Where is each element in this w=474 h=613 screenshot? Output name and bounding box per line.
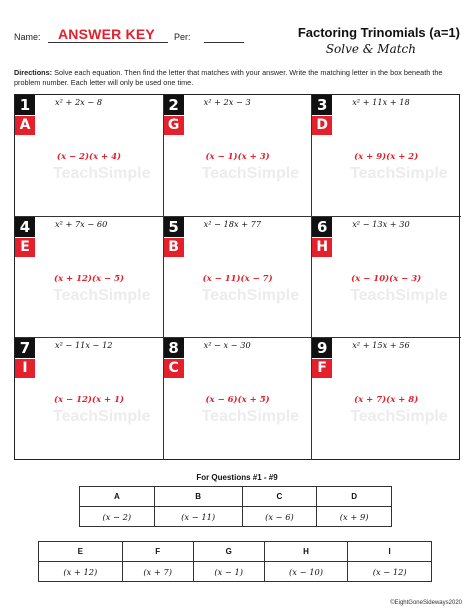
trinomial-expression: x² − 11x − 12 bbox=[55, 340, 113, 351]
key-factor-value: (x − 10) bbox=[264, 562, 348, 582]
trinomial-expression: x² + 11x + 18 bbox=[352, 97, 410, 107]
answer-letter-box[interactable]: I bbox=[15, 359, 35, 378]
factored-answer: (x − 1)(x + 3) bbox=[205, 152, 270, 162]
problem-grid bbox=[14, 94, 460, 460]
answer-letter-box[interactable]: D bbox=[312, 116, 332, 135]
factored-answer: (x + 9)(x + 2) bbox=[354, 152, 419, 162]
problem-cell bbox=[312, 217, 461, 339]
problem-cell bbox=[164, 338, 313, 460]
factored-answer: (x − 12)(x + 1) bbox=[53, 395, 125, 406]
problem-cell bbox=[312, 95, 461, 217]
answer-letter-box[interactable]: G bbox=[164, 116, 184, 135]
key-letter-header: I bbox=[348, 542, 432, 562]
problem-cell bbox=[15, 217, 164, 339]
watermark: TeachSimple bbox=[350, 286, 448, 304]
watermark: TeachSimple bbox=[201, 165, 300, 182]
period-label: Per: bbox=[174, 32, 191, 42]
answer-key-table-2 bbox=[38, 541, 432, 582]
name-label: Name: bbox=[14, 32, 41, 42]
factored-answer: (x + 7)(x + 8) bbox=[354, 395, 419, 406]
worksheet-header bbox=[14, 22, 460, 62]
key-letter-header: H bbox=[264, 542, 348, 562]
watermark: TeachSimple bbox=[53, 408, 151, 426]
watermark: TeachSimple bbox=[201, 408, 300, 426]
trinomial-expression: x² + 2x − 8 bbox=[55, 97, 103, 107]
answer-key-table-1 bbox=[79, 486, 392, 527]
trinomial-expression: x² + 2x − 3 bbox=[203, 97, 251, 107]
directions-text: Solve each equation. Then find the letter that matches with your answer. Write the matching letter in the box beneath the problem number. Each letter will only be used one time. bbox=[14, 68, 443, 87]
key-factor-value: (x − 1) bbox=[193, 562, 264, 582]
factored-answer: (x − 11)(x − 7) bbox=[202, 273, 273, 284]
problem-number: 5 bbox=[164, 217, 184, 237]
problem-cell bbox=[15, 338, 164, 460]
problem-number: 4 bbox=[15, 217, 35, 237]
problem-number: 8 bbox=[164, 338, 184, 358]
directions bbox=[14, 68, 464, 88]
answer-key-label: ANSWER KEY bbox=[58, 26, 155, 42]
name-field[interactable] bbox=[48, 42, 168, 43]
trinomial-expression: x² − 13x + 30 bbox=[352, 218, 410, 229]
worksheet-subtitle: Solve & Match bbox=[325, 42, 416, 56]
key-letter-header: A bbox=[80, 487, 155, 507]
key-factor-value: (x − 12) bbox=[348, 562, 432, 582]
factored-answer: (x − 2)(x + 4) bbox=[56, 152, 122, 162]
key-letter-header: C bbox=[242, 487, 317, 507]
watermark: TeachSimple bbox=[53, 165, 151, 182]
copyright-footer: ©EightGoneSideways2020 bbox=[390, 600, 462, 606]
period-field[interactable] bbox=[204, 42, 244, 43]
answer-letter-box[interactable]: A bbox=[15, 116, 35, 135]
problem-cell bbox=[312, 338, 461, 460]
key-letter-header: E bbox=[39, 542, 123, 562]
problem-number: 3 bbox=[312, 95, 332, 115]
key-factor-value: (x + 9) bbox=[317, 507, 392, 527]
key-factor-value: (x + 12) bbox=[39, 562, 123, 582]
key-factor-value: (x − 2) bbox=[80, 507, 155, 527]
answer-letter-box[interactable]: B bbox=[164, 238, 184, 257]
problem-cell bbox=[15, 95, 164, 217]
key-factor-value: (x + 7) bbox=[122, 562, 193, 582]
trinomial-expression: x² + 7x − 60 bbox=[55, 218, 108, 229]
problem-number: 2 bbox=[164, 95, 184, 115]
watermark: TeachSimple bbox=[201, 286, 300, 304]
problem-number: 6 bbox=[312, 217, 332, 237]
problem-number: 7 bbox=[15, 338, 35, 358]
watermark: TeachSimple bbox=[350, 408, 448, 426]
key-letter-header: F bbox=[122, 542, 193, 562]
key-factor-value: (x − 11) bbox=[154, 507, 242, 527]
problem-cell bbox=[164, 217, 313, 339]
factored-answer: (x − 6)(x + 5) bbox=[205, 395, 270, 406]
key-letter-header: D bbox=[317, 487, 392, 507]
answer-letter-box[interactable]: C bbox=[164, 359, 184, 378]
problem-number: 9 bbox=[312, 338, 332, 358]
answer-letter-box[interactable]: H bbox=[312, 238, 332, 257]
key-letter-header: G bbox=[193, 542, 264, 562]
key-factor-value: (x − 6) bbox=[242, 507, 317, 527]
trinomial-expression: x² − x − 30 bbox=[203, 340, 251, 351]
problem-cell bbox=[164, 95, 313, 217]
for-questions-label: For Questions #1 - #9 bbox=[196, 473, 278, 482]
watermark: TeachSimple bbox=[53, 286, 151, 304]
directions-label: Directions: bbox=[14, 68, 53, 77]
key-letter-header: B bbox=[154, 487, 242, 507]
trinomial-expression: x² − 18x + 77 bbox=[203, 218, 262, 229]
answer-letter-box[interactable]: E bbox=[15, 238, 35, 257]
factored-answer: (x − 10)(x − 3) bbox=[351, 273, 422, 284]
factored-answer: (x + 12)(x − 5) bbox=[53, 273, 125, 284]
trinomial-expression: x² + 15x + 56 bbox=[352, 340, 410, 351]
worksheet-title: Factoring Trinomials (a=1) bbox=[297, 25, 460, 40]
watermark: TeachSimple bbox=[350, 165, 448, 182]
answer-letter-box[interactable]: F bbox=[312, 359, 332, 378]
problem-number: 1 bbox=[15, 95, 35, 115]
